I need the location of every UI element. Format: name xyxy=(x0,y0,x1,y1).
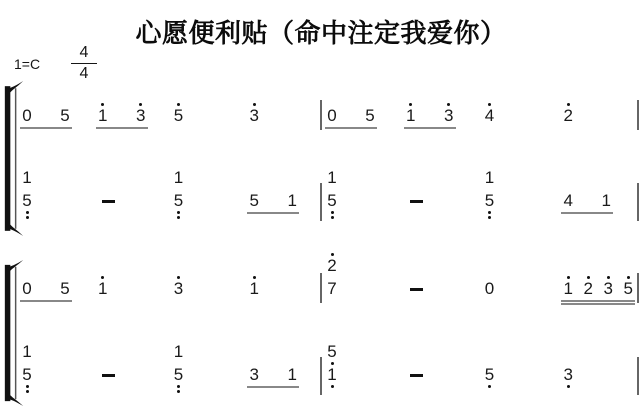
octave-dot-above xyxy=(253,276,256,279)
beat xyxy=(322,107,401,125)
note: 4 xyxy=(484,107,496,125)
note: 5 xyxy=(60,106,70,125)
note: 1 xyxy=(484,168,495,187)
octave-dot-above xyxy=(331,253,334,256)
octave-dot-below xyxy=(331,385,334,388)
beat xyxy=(169,343,245,384)
dash-sustain xyxy=(102,374,115,377)
note: 1 xyxy=(173,342,184,361)
barline xyxy=(637,357,639,395)
octave-dot-above xyxy=(567,103,570,106)
note: 5 xyxy=(173,107,185,125)
octave-dot-above xyxy=(607,276,610,279)
beat xyxy=(401,107,480,125)
beat xyxy=(480,169,559,210)
octave-dot-below xyxy=(177,385,180,388)
melody-line xyxy=(17,258,639,298)
octave-dot-above xyxy=(253,103,256,106)
note: 5 xyxy=(173,192,185,210)
octave-dot-below xyxy=(26,385,29,388)
note: 3 xyxy=(443,107,455,125)
beat xyxy=(244,107,320,125)
measure xyxy=(322,257,637,298)
note: 1 xyxy=(405,107,417,125)
beat xyxy=(558,257,637,298)
beat xyxy=(93,280,169,298)
octave-dot-below xyxy=(26,211,29,214)
dash-sustain xyxy=(410,200,423,203)
dash-sustain xyxy=(410,374,423,377)
measure xyxy=(17,169,320,210)
note: 2 xyxy=(562,107,574,125)
note: 5 xyxy=(173,366,185,384)
measure xyxy=(17,280,320,298)
beam-line xyxy=(561,300,635,302)
octave-dot-below xyxy=(177,211,180,214)
beam-group xyxy=(248,366,298,384)
note: 3 xyxy=(562,366,574,384)
octave-dot-above xyxy=(627,276,630,279)
octave-dot-below xyxy=(567,385,570,388)
octave-dot-below xyxy=(488,211,491,214)
beat xyxy=(401,343,480,384)
beat xyxy=(93,169,169,210)
octave-dot-above xyxy=(567,276,570,279)
chord xyxy=(21,169,33,210)
beat xyxy=(322,169,401,210)
beat xyxy=(558,107,637,125)
beam-group xyxy=(21,107,71,125)
beat xyxy=(480,107,559,125)
chord xyxy=(326,257,338,298)
beam-line xyxy=(561,212,613,214)
beat xyxy=(322,257,401,298)
beat xyxy=(480,257,559,298)
key-signature: 1=C xyxy=(14,56,41,72)
beat xyxy=(169,280,245,298)
note: 5 xyxy=(365,106,375,125)
beat xyxy=(17,107,93,125)
beat xyxy=(244,169,320,210)
octave-dot-below xyxy=(26,216,29,219)
note: 3 xyxy=(248,107,260,125)
beat xyxy=(169,169,245,210)
note: 1 xyxy=(287,365,297,384)
beat xyxy=(17,343,93,384)
time-signature-numerator: 4 xyxy=(71,44,97,64)
note: 0 xyxy=(22,106,32,125)
beat xyxy=(401,257,480,298)
dash-sustain xyxy=(410,288,423,291)
beam-line xyxy=(325,127,377,129)
system xyxy=(0,258,642,408)
beam-group xyxy=(326,107,376,125)
beam-group xyxy=(248,192,298,210)
measure xyxy=(322,169,637,210)
chord xyxy=(21,343,33,384)
dash-sustain xyxy=(102,200,115,203)
beam-group xyxy=(405,107,455,125)
measure xyxy=(17,343,320,384)
note: 1 xyxy=(326,366,338,384)
beam-line xyxy=(96,127,148,129)
note: 1 xyxy=(601,191,611,210)
beam-line xyxy=(561,303,635,305)
beam-group xyxy=(21,280,71,298)
chord xyxy=(484,169,496,210)
octave-dot-below xyxy=(488,216,491,219)
note: 3 xyxy=(602,280,614,298)
chord xyxy=(326,343,338,384)
note: 1 xyxy=(562,280,574,298)
note: 1 xyxy=(22,342,32,361)
beam-line xyxy=(247,386,299,388)
beam-group xyxy=(562,192,612,210)
note: 7 xyxy=(327,279,337,298)
note: 2 xyxy=(326,257,338,275)
note: 5 xyxy=(60,279,70,298)
bass-line xyxy=(17,168,639,210)
measure xyxy=(17,107,320,125)
octave-dot-above xyxy=(177,276,180,279)
octave-dot-below xyxy=(177,390,180,393)
note: 1 xyxy=(248,280,260,298)
note: 1 xyxy=(327,168,337,187)
barline xyxy=(637,273,639,303)
bass-line xyxy=(17,342,639,384)
note: 5 xyxy=(249,191,259,210)
note: 1 xyxy=(97,280,109,298)
beat xyxy=(401,169,480,210)
octave-dot-below xyxy=(331,211,334,214)
barline xyxy=(637,100,639,130)
beam-line xyxy=(247,212,299,214)
beat xyxy=(93,343,169,384)
beam-line xyxy=(20,300,72,302)
note: 4 xyxy=(563,191,573,210)
note: 1 xyxy=(173,168,184,187)
note: 5 xyxy=(326,192,338,210)
note: 0 xyxy=(22,279,32,298)
barline xyxy=(637,183,639,221)
note: 2 xyxy=(582,280,594,298)
octave-dot-above xyxy=(488,103,491,106)
measure xyxy=(322,107,637,125)
octave-dot-below xyxy=(177,216,180,219)
note: 3 xyxy=(135,107,147,125)
note: 5 xyxy=(484,366,496,384)
beam-group xyxy=(562,280,634,298)
octave-dot-below xyxy=(488,385,491,388)
time-signature xyxy=(71,44,97,84)
note: 0 xyxy=(484,279,495,298)
note: 5 xyxy=(326,343,338,361)
note: 5 xyxy=(484,192,496,210)
score-title: 心愿便利贴（命中注定我爱你） xyxy=(135,19,507,49)
beam-line xyxy=(404,127,456,129)
note: 3 xyxy=(173,280,185,298)
beat xyxy=(558,343,637,384)
note: 5 xyxy=(21,366,33,384)
note: 5 xyxy=(21,192,33,210)
time-signature-denominator: 4 xyxy=(79,65,89,83)
measure xyxy=(322,343,637,384)
octave-dot-above xyxy=(587,276,590,279)
note: 0 xyxy=(327,106,337,125)
note: 3 xyxy=(249,365,259,384)
beat xyxy=(93,107,169,125)
beam-line xyxy=(20,127,72,129)
beat xyxy=(558,169,637,210)
beat xyxy=(244,343,320,384)
note: 1 xyxy=(22,168,32,187)
octave-dot-below xyxy=(26,390,29,393)
note: 1 xyxy=(97,107,109,125)
chord xyxy=(173,169,185,210)
beat xyxy=(480,343,559,384)
system xyxy=(0,84,642,254)
octave-dot-above xyxy=(177,103,180,106)
beat xyxy=(17,280,93,298)
chord xyxy=(326,169,338,210)
melody-line xyxy=(17,84,639,125)
octave-dot-below xyxy=(331,216,334,219)
beat xyxy=(17,169,93,210)
beam-group xyxy=(97,107,147,125)
beat xyxy=(169,107,245,125)
beat xyxy=(322,343,401,384)
beat xyxy=(244,280,320,298)
note: 1 xyxy=(287,191,297,210)
chord xyxy=(173,343,185,384)
note: 5 xyxy=(622,280,634,298)
